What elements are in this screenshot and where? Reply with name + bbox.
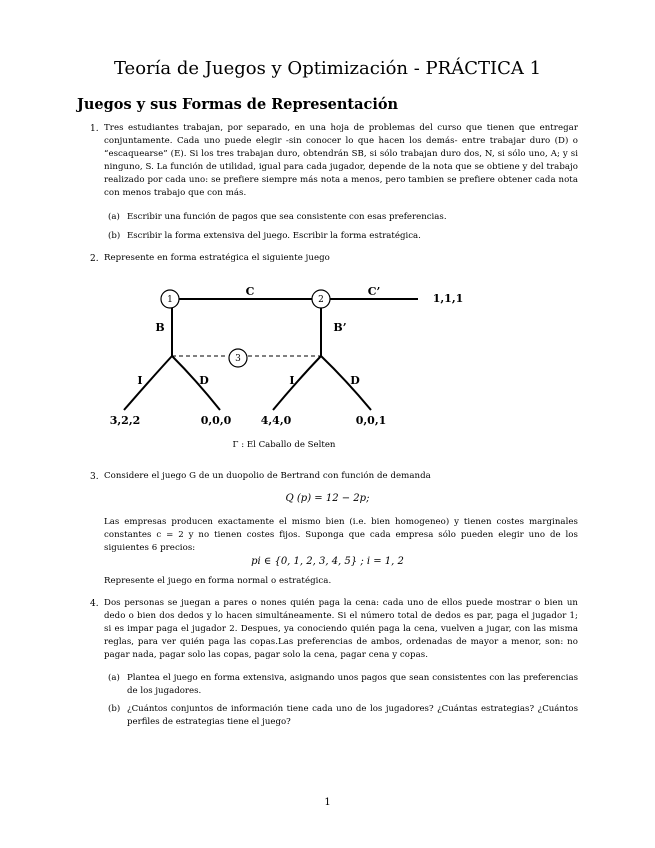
item-2-number: 2. [90,254,99,264]
item-1b-text: Escribir la forma extensiva del juego. Escribir la forma estratégica. [127,231,421,241]
edge-i2-line [273,356,321,410]
item-2-text: Represente en forma estratégica el siguiente juego [104,253,330,263]
item-4b-label: (b) [108,704,121,714]
item-1-text: Tres estudiantes trabajan, por separado, en una hoja de problemas del curso que tienen que entregar conjuntamente. Cada uno puede elegir -sin conocer lo que hacen los demás- entre trabajar duro (D) o “escaquearse” (E). Si los tres trabajan duro, obtendrán SB, si sólo trabajan duro dos, N, si sólo uno, A; y si ninguno, S. La función de utilidad, igual para cada jugador, depende de la nota que se obtiene y del trabajo realizado por cada uno: se prefiere siempre más nota a menos, pero tambien se prefiere obtener cada nota con menos trabajo que con más. [104,123,578,198]
edge-d1-label: D [199,374,209,387]
item-4-text: Dos personas se juegan a pares o nones quién paga la cena: cada uno de ellos puede mostrar o bien un dedo o bien dos dedos y lo hacen simultáneamente. Si el número total de dedos es par, paga el jugador 1; si es impar paga el jugador 2. Despues, ya conociendo quién paga la cena, vuelven a jugar, con las misma reglas, para ver quién paga las copas.Las preferencias de ambos, ordenadas de mayor a menor, son: no pagar nada, pagar solo las copas, pagar solo la cena, pagar cena y copas. [104,598,578,660]
game-tree-diagram [0,270,655,455]
edge-c-label: C [245,285,255,298]
edge-d2-label: D [350,374,360,387]
edge-i2-label: I [289,374,295,387]
payoff-4-4-0: 4,4,0 [260,414,292,427]
payoff-1-1-1: 1,1,1 [432,292,464,305]
item-3-text-3: Represente el juego en forma normal o estratégica. [104,576,332,586]
price-set-equation: pi ∈ {0, 1, 2, 3, 4, 5} ; i = 1, 2 [251,556,404,567]
item-3-text-2: Las empresas producen exactamente el mismo bien (i.e. bien homogeneo) y tienen costes marginales constantes c = 2 y no tienen costes fijos. Suponga que cada empresa sólo pueden elegir uno de los siguientes 6 precios: [104,517,578,553]
edge-d2-line [321,356,371,410]
item-4a-label: (a) [108,673,120,683]
node-3-label: 3 [235,354,241,364]
item-4b-text: ¿Cuántos conjuntos de información tiene cada uno de los jugadores? ¿Cuántas estrategias? ¿Cuántos perfiles de estrategias tiene el juego? [127,704,578,727]
edge-b-label: B [155,321,165,334]
item-1a-text: Escribir una función de pagos que sea consistente con esas preferencias. [127,212,447,222]
edge-bp-label: B’ [333,321,347,334]
edge-i1-line [124,356,172,410]
edge-i1-label: I [137,374,143,387]
item-4a-text: Plantea el juego en forma extensiva, asignando unos pagos que sean consistentes con las preferencias de los jugadores. [127,673,578,696]
section-heading: Juegos y sus Formas de Representación [77,96,399,113]
demand-equation: Q (p) = 12 − 2p; [285,493,370,504]
payoff-0-0-1: 0,0,1 [355,414,387,427]
item-1b-label: (b) [108,231,121,241]
page-title: Teoría de Juegos y Optimización - PRÁCTICA 1 [113,58,542,79]
payoff-3-2-2: 3,2,2 [109,414,141,427]
page-number: 1 [324,797,331,808]
item-3-number: 3. [90,472,99,482]
item-1a-label: (a) [108,212,120,222]
tree-caption: Γ : El Caballo de Selten [232,440,336,450]
item-3-text: Considere el juego G de un duopolio de Bertrand con función de demanda [104,471,431,481]
edge-cp-label: C’ [367,285,381,298]
node-2-label: 2 [318,295,324,305]
edge-d1-line [172,356,220,410]
node-1-label: 1 [167,295,173,305]
item-4-number: 4. [90,599,99,609]
item-1-number: 1. [90,124,99,134]
payoff-0-0-0: 0,0,0 [200,414,232,427]
